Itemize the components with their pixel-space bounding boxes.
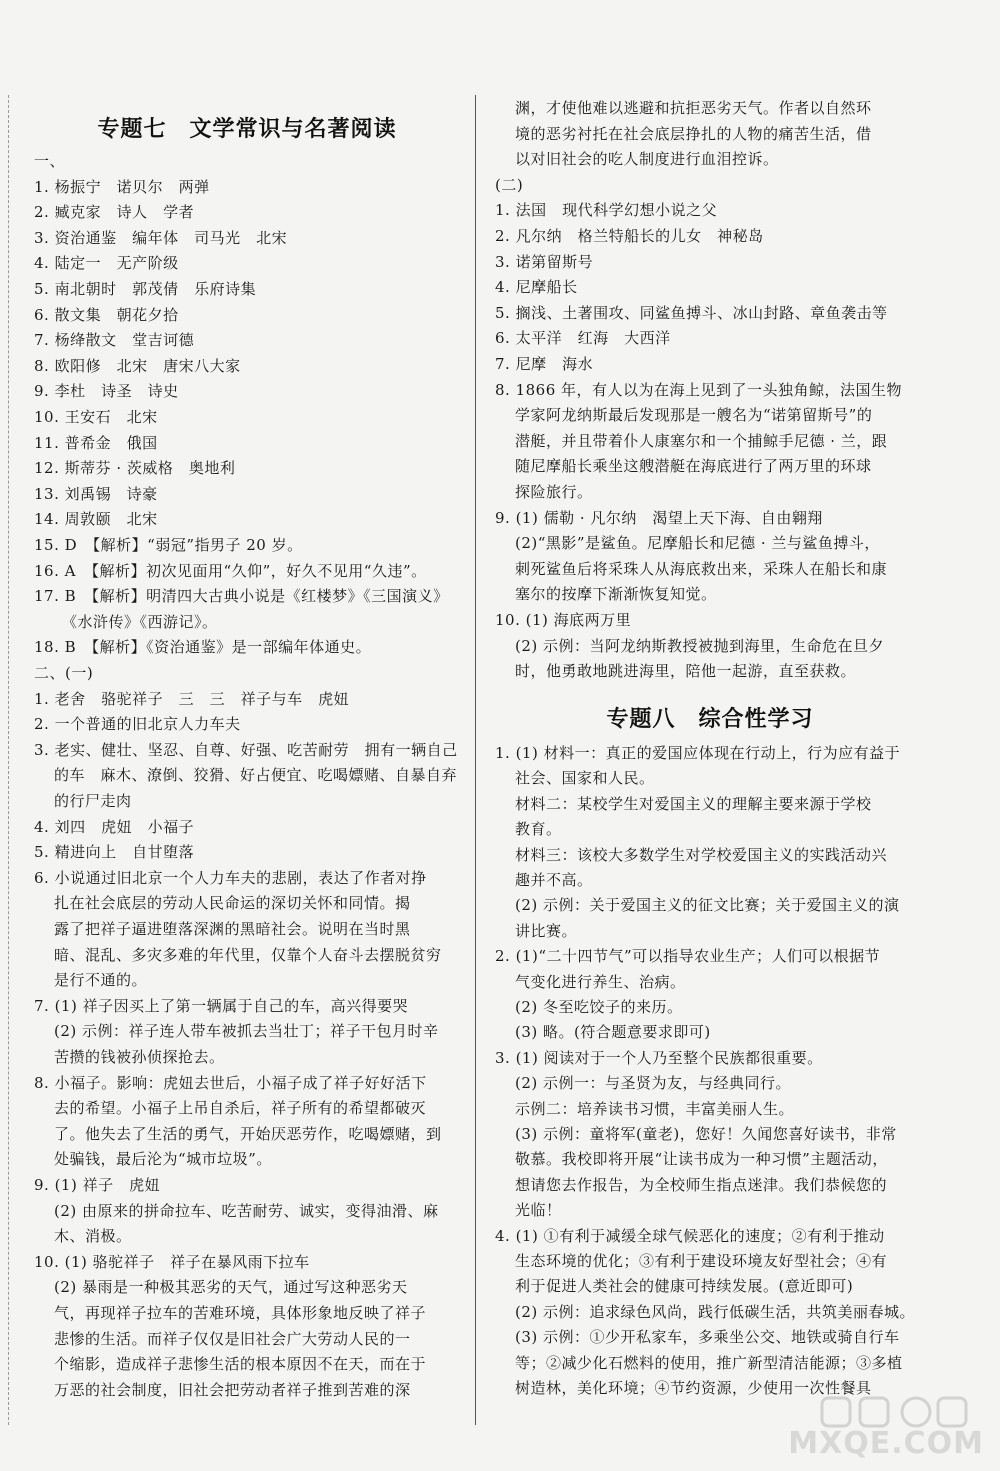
text-line: 14. 周敦颐 北宋: [34, 510, 158, 529]
text-line: 1. 老舍 骆驼祥子 三 三 祥子与车 虎妞: [34, 689, 350, 708]
text-line: 讲比赛。: [515, 921, 578, 940]
text-line: (2) 冬至吃饺子的来历。: [515, 998, 683, 1016]
text-line: 塞尔的按摩下渐渐恢复知觉。: [515, 585, 717, 604]
text-line: 1. (1) 材料一：真正的爱国应体现在行动上，行为应有益于: [495, 744, 901, 762]
text-line: 18. B 【解析】《资治通鉴》是一部编年体通史。: [34, 638, 372, 657]
text-line: 6. 太平洋 红海 大西洋: [495, 329, 671, 348]
text-line: 2. 臧克家 诗人 学者: [34, 203, 195, 222]
text-line: 15. D 【解析】“弱冠”指男子 20 岁。: [34, 536, 303, 554]
text-line: 材料三：该校大多数学生对学校爱国主义的实践活动兴: [515, 845, 888, 864]
text-line: 3. 诺第留斯号: [495, 252, 594, 271]
text-line: 10. (1) 海底两万里: [495, 611, 632, 629]
text-line: 刺死鲨鱼后将采珠人从海底救出来，采珠人在船长和康: [515, 559, 888, 578]
text-line: 万恶的社会制度，旧社会把劳动者祥子推到苦难的深: [54, 1380, 411, 1399]
text-line: 潜艇，并且带着仆人康塞尔和一个捕鲸手尼德 · 兰，跟: [515, 431, 888, 450]
text-line: 4. 陆定一 无产阶级: [34, 254, 179, 273]
text-line: 了。他失去了生活的勇气，开始厌恶劳作，吃喝嫖赌，到: [54, 1124, 442, 1143]
text-line: 13. 刘禹锡 诗豪: [34, 484, 158, 503]
text-line: 光临！: [515, 1201, 562, 1220]
text-line: 4. 刘四 虎妞 小福子: [34, 817, 195, 836]
text-line: 9. (1) 祥子 虎妞: [34, 1176, 161, 1194]
text-line: 5. 南北朝时 郭茂倩 乐府诗集: [34, 280, 257, 298]
text-line: 悲惨的生活。而祥子仅仅是旧社会广大劳动人民的一: [54, 1329, 411, 1348]
text-line: 学家阿龙纳斯最后发现那是一艘名为“诺第留斯号”的: [515, 406, 873, 425]
text-line: 6. 小说通过旧北京一个人力车夫的悲剧，表达了作者对挣: [34, 868, 427, 887]
text-line: 12. 斯蒂芬 · 茨威格 奥地利: [34, 459, 236, 478]
text-line: 6. 散文集 朝花夕拾: [34, 305, 179, 324]
text-line: 趣并不高。: [515, 871, 593, 889]
text-line: 8. 1866 年，有人以为在海上见到了一头独角鲸，法国生物: [495, 380, 903, 399]
text-line: 10. (1) 骆驼祥子 祥子在暴风雨下拉车: [34, 1252, 310, 1271]
text-line: 10. 王安石 北宋: [34, 408, 158, 426]
text-line: (2) 由原来的拼命拉车、吃苦耐劳、诚实，变得油滑、麻: [54, 1201, 439, 1220]
text-line: 等；②减少化石燃料的使用，推广新型清洁能源；③多植: [515, 1353, 903, 1372]
text-line: 8. 欧阳修 北宋 唐宋八大家: [34, 356, 241, 375]
text-line: (2) 示例：关于爱国主义的征文比赛；关于爱国主义的演: [515, 896, 900, 915]
section-title-8: 专题八 综合性学习: [606, 707, 814, 732]
text-line: 11. 普希金 俄国: [34, 433, 158, 452]
text-line: 扎在社会底层的劳动人民命运的深切关怀和同情。揭: [54, 894, 411, 913]
text-line: 3. (1) 阅读对于一个人乃至整个民族都很重要。: [495, 1048, 823, 1067]
text-line: 教育。: [515, 820, 562, 839]
text-line: 露了把祥子逼进堕落深渊的黑暗社会。说明在当时黑: [54, 920, 411, 938]
text-line: (2)“黑影”是鲨鱼。尼摩船长和尼德 · 兰与鲨鱼搏斗，: [515, 534, 880, 553]
text-line: 木、消极。: [54, 1227, 132, 1246]
text-line: 气变化进行养生、治病。: [515, 972, 686, 991]
text-line: 生态环境的优化；③有利于建设环境友好型社会；④有: [515, 1252, 888, 1270]
text-line: (3) 示例：童将军(童老)，您好！久闻您喜好读书，非常: [515, 1125, 897, 1143]
text-line: 的车 麻木、潦倒、狡猾、好占便宜、吃喝嫖赌、自暴自弃: [54, 766, 458, 785]
text-line: 2. (1)“二十四节气”可以指导农业生产；人们可以根据节: [495, 947, 881, 966]
text-line: 二、(一): [34, 664, 94, 682]
text-line: 利于促进人类社会的健康可持续发展。(意近即可): [515, 1277, 854, 1296]
text-line: 一、: [34, 152, 66, 170]
text-line: 时，他勇敢地跳进海里，陪他一起游，直至获救。: [515, 662, 857, 681]
text-line: 渊，才使他难以逃避和抗拒恶劣天气。作者以自然环: [515, 99, 872, 117]
text-line: 境的恶劣衬托在社会底层挣扎的人物的痛苦生活，借: [515, 124, 872, 143]
text-line: 示例二：培养读书习惯，丰富美丽人生。: [515, 1099, 795, 1118]
text-line: (2) 示例：祥子连人带车被抓去当壮丁；祥子干包月时辛: [54, 1022, 439, 1041]
text-line: (2) 示例：追求绿色风尚，践行低碳生活，共筑美丽春城。: [515, 1302, 916, 1321]
text-line: (3) 示例：①少开私家车，多乘坐公交、地铁或骑自行车: [515, 1328, 900, 1347]
text-line: 7. 杨绛散文 堂吉诃德: [34, 331, 195, 350]
text-line: 2. 凡尔纳 格兰特船长的儿女 神秘岛: [495, 227, 764, 245]
text-line: 是行不通的。: [54, 971, 148, 990]
text-line: 探险旅行。: [515, 483, 593, 501]
text-line: 5. 搁浅、土著围攻、同鲨鱼搏斗、冰山封路、章鱼袭击等: [495, 303, 888, 322]
text-line: 8. 小福子。影响：虎妞去世后，小福子成了祥子好好活下: [34, 1073, 427, 1092]
text-line: 16. A 【解析】初次见面用“久仰”，好久不见用“久违”。: [34, 561, 427, 580]
text-line: (3) 略。(符合题意要求即可): [515, 1023, 711, 1042]
column-divider: [475, 95, 476, 1425]
text-line: 树造林，美化环境；④节约资源，少使用一次性餐具: [515, 1379, 872, 1397]
text-line: 3. 资治通鉴 编年体 司马光 北宋: [34, 228, 288, 247]
text-line: 材料二：某校学生对爱国主义的理解主要来源于学校: [515, 794, 872, 813]
text-line: 5. 精进向上 自甘堕落: [34, 843, 195, 862]
text-line: 7. 尼摩 海水: [495, 355, 594, 373]
binding-margin-line: [8, 95, 9, 1425]
text-line: 暗、混乱、多灾多难的年代里，仅靠个人奋斗去摆脱贫穷: [54, 945, 442, 964]
text-line: 随尼摩船长乘坐这艘潜艇在海底进行了两万里的环球: [515, 457, 872, 476]
text-line: 个缩影，造成祥子悲惨生活的根本原因不在天，而在于: [54, 1355, 427, 1374]
text-line: 17. B 【解析】明清四大古典小说是《红楼梦》《三国演义》: [34, 587, 449, 606]
text-line: 4. 尼摩船长: [495, 278, 578, 297]
text-line: 3. 老实、健壮、坚忍、自尊、好强、吃苦耐劳 拥有一辆自己: [34, 740, 458, 759]
watermark-text: MXQE.COM: [788, 1426, 984, 1461]
text-line: 气，再现祥子拉车的苦难环境，具体形象地反映了祥子: [54, 1304, 427, 1322]
text-line: (2) 示例：当阿龙纳斯教授被抛到海里，生命危在旦夕: [515, 636, 885, 655]
text-line: 敬慕。我校即将开展“让读书成为一种习惯”主题活动，: [515, 1150, 888, 1169]
watermark: [788, 1397, 994, 1467]
text-line: (2) 暴雨是一种极其恶劣的天气，通过写这种恶劣天: [54, 1278, 408, 1297]
text-line: 以对旧社会的吃人制度进行血泪控诉。: [515, 150, 779, 169]
text-line: 的行尸走肉: [54, 792, 132, 810]
text-line: 4. (1) ①有利于减缓全球气候恶化的速度；②有利于推动: [495, 1226, 885, 1245]
text-line: 《水浒传》《西游记》。: [62, 612, 218, 631]
watermark-logo-icon: [820, 1395, 970, 1429]
text-line: 苦攒的钱被孙侦探抢去。: [54, 1048, 225, 1066]
text-line: 想请您去作报告，为全校师生指点迷津。我们恭候您的: [515, 1175, 888, 1194]
text-line: (二): [495, 175, 524, 194]
text-line: 社会、国家和人民。: [515, 769, 655, 788]
text-line: (2) 示例一：与圣贤为友，与经典同行。: [515, 1074, 792, 1093]
text-line: 处骗钱，最后沦为“城市垃圾”。: [54, 1150, 272, 1169]
text-line: 1. 法国 现代科学幻想小说之父: [495, 201, 718, 220]
text-line: 9. 李杜 诗圣 诗史: [34, 382, 179, 401]
section-title-7: 专题七 文学常识与名著阅读: [97, 117, 397, 142]
text-line: 1. 杨振宁 诺贝尔 两弹: [34, 177, 210, 196]
text-line: 去的希望。小福子上吊自杀后，祥子所有的希望都破灭: [54, 1099, 427, 1118]
text-line: 2. 一个普通的旧北京人力车夫: [34, 715, 241, 734]
text-line: 7. (1) 祥子因买上了第一辆属于自己的车，高兴得要哭: [34, 996, 409, 1015]
text-line: 9. (1) 儒勒 · 凡尔纳 渴望上天下海、自由翱翔: [495, 508, 823, 527]
